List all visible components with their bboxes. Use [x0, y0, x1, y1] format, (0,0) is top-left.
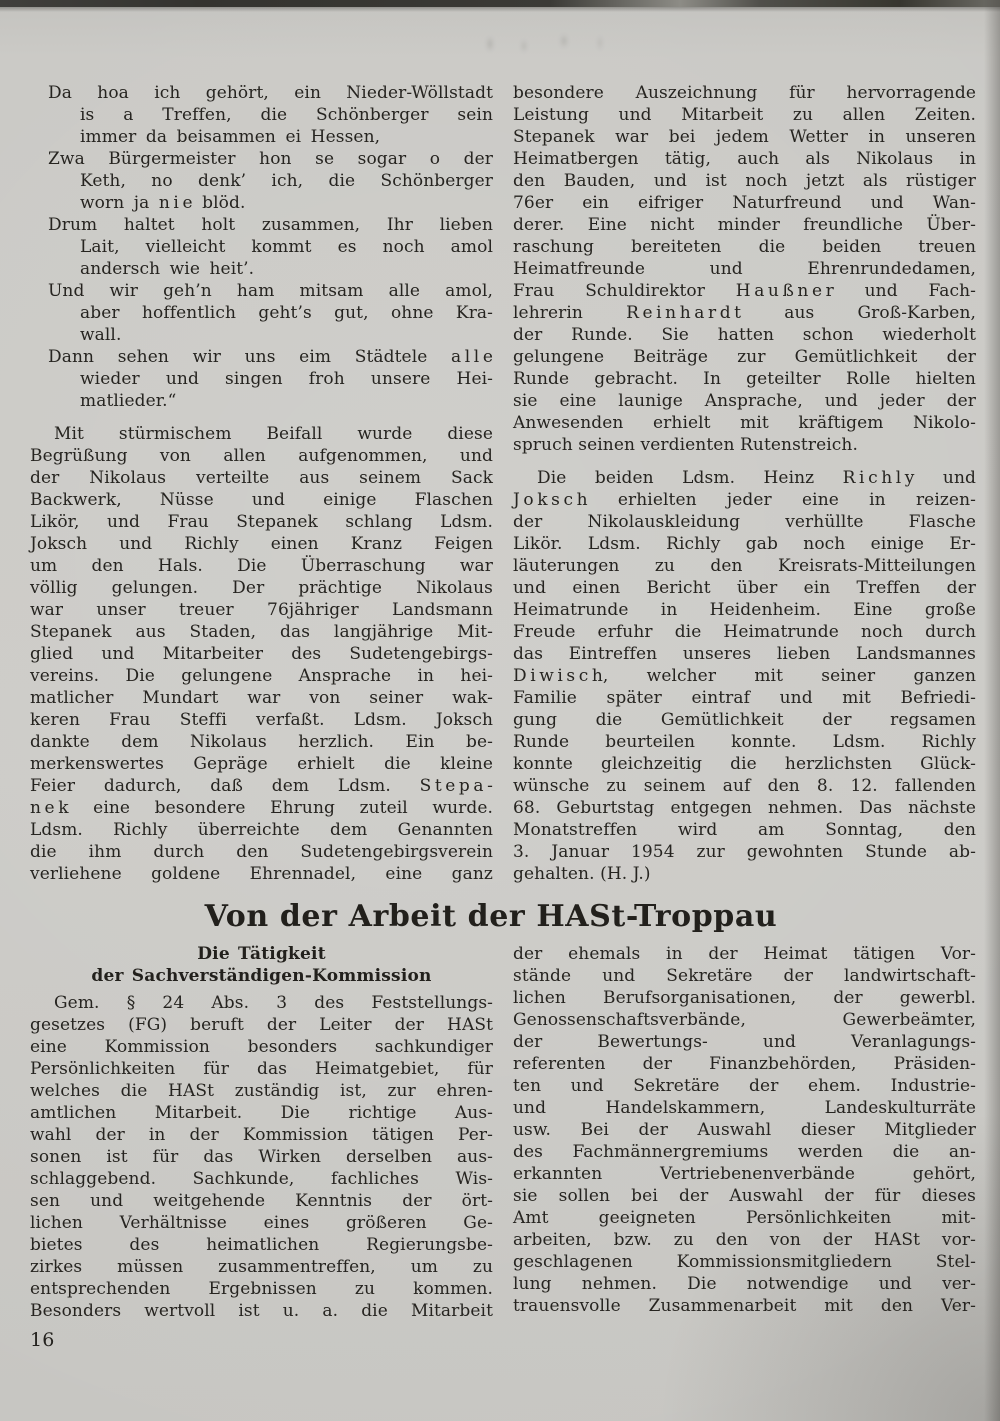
- section-subhead: [30, 943, 493, 987]
- text-line: vereins. Die gelungene Ansprache in hei-: [30, 666, 493, 686]
- text-line: Keth, no denk’ ich, die Schönberger: [80, 171, 493, 191]
- text-line: stände und Sekretäre der landwirtschaft-: [513, 966, 976, 986]
- text-line: wahl der in der Kommission tätigen Per-: [30, 1125, 493, 1145]
- text-line: Heimatfreunde und Ehrenrundedamen,: [513, 259, 976, 279]
- text-line: Frau Schuldirektor H a u ß n e r und Fach-: [513, 281, 976, 301]
- text-line: Gem. § 24 Abs. 3 des Feststellungs-: [54, 993, 493, 1013]
- right-column: [513, 82, 976, 885]
- text-line: andersch wie heit’.: [80, 259, 255, 279]
- subhead-line-1: Die Tätigkeit: [197, 944, 326, 964]
- text-line: gung die Gemütlichkeit der regsamen: [513, 710, 976, 730]
- text-line: Stepanek aus Staden, das langjährige Mit-: [30, 622, 493, 642]
- text-line: J o k s c h erhielten jeder eine in reizen-: [513, 490, 976, 510]
- text-line: das Eintreffen unseres lieben Landsmannes: [513, 644, 976, 664]
- text-line: der ehemals in der Heimat tätigen Vor-: [513, 944, 976, 964]
- text-line: die ihm durch den Sudetengebirgsverein: [30, 842, 493, 862]
- text-line: Heimatbergen tätig, auch als Nikolaus in: [513, 149, 976, 169]
- text-line: Drum haltet holt zusammen, Ihr lieben: [48, 215, 493, 235]
- text-line: Runde gebracht. In geteilter Rolle hielten: [513, 369, 976, 389]
- paragraph-block: [30, 423, 493, 885]
- text-line: Dann sehen wir uns eim Städtele a l l e: [48, 347, 493, 367]
- text-line: und einen Bericht über ein Treffen der: [513, 578, 976, 598]
- text-line: 68. Geburtstag entgegen nehmen. Das nächste: [513, 798, 976, 818]
- text-line: glied und Mitarbeiter des Sudetengebirgs-: [30, 644, 493, 664]
- text-line: usw. Bei der Auswahl dieser Mitglieder: [513, 1120, 976, 1140]
- text-line: wieder und singen froh unsere Hei-: [80, 369, 493, 389]
- text-line: 3. Januar 1954 zur gewohnten Stunde ab-: [513, 842, 976, 862]
- text-line: Stepanek war bei jedem Wetter in unseren: [513, 127, 976, 147]
- text-line: dankte dem Nikolaus herzlich. Ein be-: [30, 732, 493, 752]
- paragraph-block: [513, 943, 976, 1317]
- article-nikolaus-feier: [30, 82, 976, 885]
- text-line: trauensvolle Zusammenarbeit mit den Ver-: [513, 1296, 976, 1316]
- text-line: entsprechenden Ergebnissen zu kommen.: [30, 1279, 493, 1299]
- text-line: zirkes müssen zusammentreffen, um zu: [30, 1257, 493, 1277]
- text-line: und Handelskammern, Landeskulturräte: [513, 1098, 976, 1118]
- text-line: sonen ist für das Wirken derselben aus-: [30, 1147, 493, 1167]
- text-line: wünsche zu seinem auf den 8. 12. fallenden: [513, 776, 976, 796]
- text-line: Monatstreffen wird am Sonntag, den: [513, 820, 976, 840]
- page-number: 16: [30, 1329, 55, 1351]
- text-line: Leistung und Mitarbeit zu allen Zeiten.: [513, 105, 976, 125]
- text-line: Zwa Bürgermeister hon se sogar o der: [48, 149, 493, 169]
- text-line: welches die HASt zuständig ist, zur ehren-: [30, 1081, 493, 1101]
- text-line: referenten der Finanzbehörden, Präsiden-: [513, 1054, 976, 1074]
- verse-block: [30, 82, 493, 412]
- text-line: gehalten. (H. J.): [513, 864, 651, 884]
- text-line: lichen Berufsorganisationen, der gewerbl.: [513, 988, 976, 1008]
- text-line: der Bewertungs- und Veranlagungs-: [513, 1032, 976, 1052]
- text-line: Die beiden Ldsm. Heinz R i c h l y und: [537, 468, 976, 488]
- text-line: n e k eine besondere Ehrung zuteil wurde.: [30, 798, 493, 818]
- text-line: derer. Eine nicht minder freundliche Über-: [513, 215, 976, 235]
- text-line: der Nikolaus verteilte aus seinem Sack: [30, 468, 493, 488]
- text-line: der Nikolauskleidung verhüllte Flasche: [513, 512, 976, 532]
- text-line: der Runde. Sie hatten schon wiederholt: [513, 325, 976, 345]
- text-line: matlieder.“: [80, 391, 177, 411]
- paragraph-block: [513, 82, 976, 456]
- text-line: arbeiten, bzw. zu den von der HASt vor-: [513, 1230, 976, 1250]
- text-line: geschlagenen Kommissionsmitgliedern Stel-: [513, 1252, 976, 1272]
- subhead-line-2: der Sachverständigen-Kommission: [91, 966, 432, 986]
- text-line: Familie später eintraf und mit Befriedi-: [513, 688, 976, 708]
- text-line: Feier dadurch, daß dem Ldsm. S t e p a -: [30, 776, 493, 796]
- text-line: Persönlichkeiten für das Heimatgebiet, für: [30, 1059, 493, 1079]
- text-line: Likör. Ldsm. Richly gab noch einige Er-: [513, 534, 976, 554]
- text-line: sie eine launige Ansprache, und jeder der: [513, 391, 976, 411]
- right-column: [513, 943, 976, 1322]
- scan-edge-right: [984, 0, 1000, 1421]
- text-line: merkenswertes Gepräge erhielt die kleine: [30, 754, 493, 774]
- text-line: Anwesenden erhielt mit kräftigem Nikolo-: [513, 413, 976, 433]
- text-line: sie sollen bei der Auswahl der für dieses: [513, 1186, 976, 1206]
- article-hast-troppau: [30, 943, 976, 1322]
- text-line: spruch seinen verdienten Rutenstreich.: [513, 435, 858, 455]
- text-line: des Fachmännergremiums werden die an-: [513, 1142, 976, 1162]
- text-line: gelungene Beiträge zur Gemütlichkeit der: [513, 347, 976, 367]
- text-line: Mit stürmischem Beifall wurde diese: [54, 424, 493, 444]
- text-line: lehrerin R e i n h a r d t aus Groß-Karben,: [513, 303, 976, 323]
- text-line: um den Hals. Die Überraschung war: [30, 556, 493, 576]
- paragraph-block: [30, 992, 493, 1322]
- text-line: verliehene goldene Ehrennadel, eine ganz: [30, 864, 493, 884]
- text-line: keren Frau Steffi verfaßt. Ldsm. Joksch: [30, 710, 493, 730]
- subhead-body: [30, 992, 493, 1322]
- text-line: raschung bereiteten die beiden treuen: [513, 237, 976, 257]
- text-line: eine Kommission besonders sachkundiger: [30, 1037, 493, 1057]
- text-line: lung nehmen. Die notwendige und ver-: [513, 1274, 976, 1294]
- text-line: Ldsm. Richly überreichte dem Genannten: [30, 820, 493, 840]
- text-line: is a Treffen, die Schönberger sein: [80, 105, 493, 125]
- text-line: besondere Auszeichnung für hervorragende: [513, 83, 976, 103]
- text-line: Besonders wertvoll ist u. a. die Mitarbeit: [30, 1301, 493, 1321]
- text-line: worn ja n i e blöd.: [80, 193, 246, 213]
- text-line: Lait, vielleicht kommt es noch amol: [80, 237, 493, 257]
- text-line: Runde beurteilen konnte. Ldsm. Richly: [513, 732, 976, 752]
- text-line: erkannten Vertriebenenverbände gehört,: [513, 1164, 976, 1184]
- text-line: völlig gelungen. Der prächtige Nikolaus: [30, 578, 493, 598]
- text-line: schlaggebend. Sachkunde, fachliches Wis-: [30, 1169, 493, 1189]
- text-line: Und wir geh’n ham mitsam alle amol,: [48, 281, 493, 301]
- text-line: 76er ein eifriger Naturfreund und Wan-: [513, 193, 976, 213]
- text-line: D i w i s c h, welcher mit seiner ganzen: [513, 666, 976, 686]
- text-line: den Bauden, und ist noch jetzt als rüstiger: [513, 171, 976, 191]
- text-line: Backwerk, Nüsse und einige Flaschen: [30, 490, 493, 510]
- text-line: läuterungen zu den Kreisrats-Mitteilungen: [513, 556, 976, 576]
- text-line: Likör, und Frau Stepanek schlang Ldsm.: [30, 512, 493, 532]
- text-line: wall.: [80, 325, 122, 345]
- text-line: aber hoffentlich geht’s gut, ohne Kra-: [80, 303, 493, 323]
- left-column: [30, 82, 493, 885]
- text-line: bietes des heimatlichen Regierungsbe-: [30, 1235, 493, 1255]
- text-line: lichen Verhältnisse eines größeren Ge-: [30, 1213, 493, 1233]
- left-column: [30, 943, 493, 1322]
- text-line: gesetzes (FG) beruft der Leiter der HASt: [30, 1015, 493, 1035]
- text-line: Da hoa ich gehört, ein Nieder-Wöllstadt: [48, 83, 493, 103]
- text-line: Joksch und Richly einen Kranz Feigen: [30, 534, 493, 554]
- text-line: sen und weitgehende Kenntnis der ört-: [30, 1191, 493, 1211]
- text-line: Begrüßung von allen aufgenommen, und: [30, 446, 493, 466]
- text-line: Heimatrunde in Heidenheim. Eine große: [513, 600, 976, 620]
- article-headline: Von der Arbeit der HASt-Troppau: [204, 899, 778, 934]
- text-line: immer da beisammen ei Hessen,: [80, 127, 381, 147]
- text-line: ten und Sekretäre der ehem. Industrie-: [513, 1076, 976, 1096]
- text-line: war unser treuer 76jähriger Landsmann: [30, 600, 493, 620]
- text-line: Genossenschaftsverbände, Gewerbeämter,: [513, 1010, 976, 1030]
- paragraph-block: [513, 467, 976, 885]
- text-line: amtlichen Mitarbeit. Die richtige Aus-: [30, 1103, 493, 1123]
- text-line: Amt geeigneten Persönlichkeiten mit-: [513, 1208, 976, 1228]
- text-line: Freude erfuhr die Heimatrunde noch durch: [513, 622, 976, 642]
- text-line: konnte gleichzeitig die herzlichsten Glück-: [513, 754, 976, 774]
- text-line: matlicher Mundart war von seiner wak-: [30, 688, 493, 708]
